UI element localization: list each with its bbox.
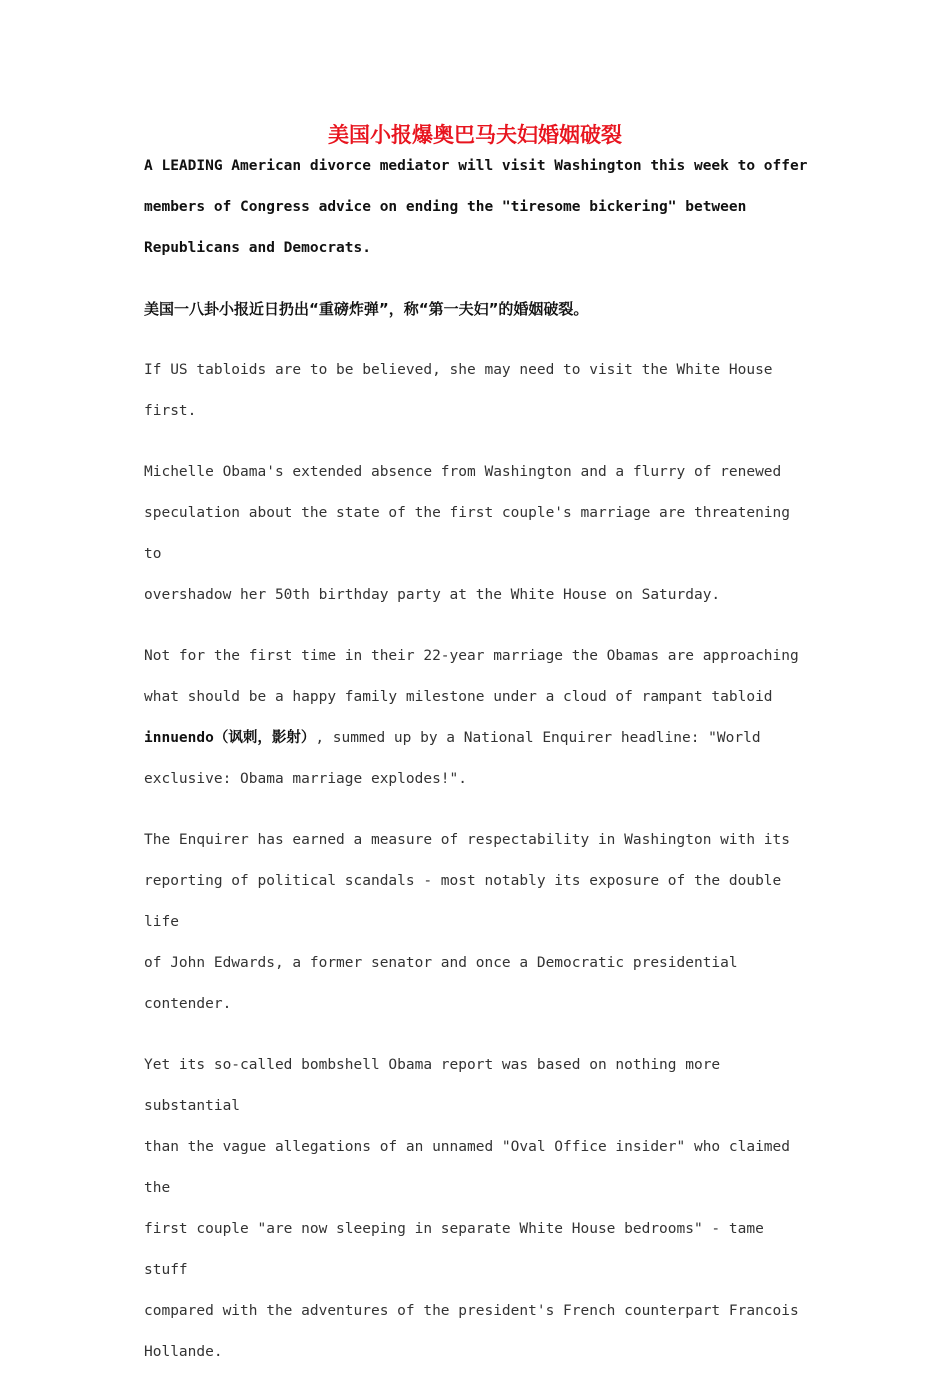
paragraph-chinese-summary: 美国一八卦小报近日扔出“重磅炸弹”，称“第一夫妇”的婚姻破裂。 [144,300,589,318]
paragraph-milestone-text-1: Not for the first time in their 22-year marriage the Obamas are approaching what should be a happy family milestone under a cloud of rampant tabloid [144,648,799,705]
paragraph-enquirer: The Enquirer has earned a measure of respectability in Washington with its reporting of political scandals - most notably its exposure of the double life of John Edwards, a former senator and once a Democratic presidential contender. [144,832,791,1012]
paragraph-tabloids: If US tabloids are to be believed, she may need to visit the White House first. [144,362,773,419]
paragraph-milestone-text-2: , summed up by a National Enquirer headline: "World exclusive: Obama marriage explodes!". [144,730,761,787]
paragraph-lead: A LEADING American divorce mediator will visit Washington this week to offer members of Congress advice on ending the "tiresome bickering" between Republicans and Democrats. [144,158,808,256]
paragraph-bombshell-report: Yet its so-called bombshell Obama report was based on nothing more substantial than the vague allegations of an unnamed "Oval Office insider" who claimed the first couple "are now sleeping in separate White House bedrooms" - tame stuff compared with the adventures of the president's French counterpart Francois Hollande. [144,1057,799,1360]
article-title: 美国小报爆奥巴马夫妇婚姻破裂 [328,123,622,147]
vocabulary-term: innuendo（讽刺，影射） [144,730,316,746]
paragraph-michelle-absence: Michelle Obama's extended absence from Washington and a flurry of renewed speculation about the state of the first couple's marriage are threatening to overshadow her 50th birthday party at the White House on Saturday. [144,464,791,603]
article-body [144,146,816,1393]
paragraph-milestone [144,636,816,800]
